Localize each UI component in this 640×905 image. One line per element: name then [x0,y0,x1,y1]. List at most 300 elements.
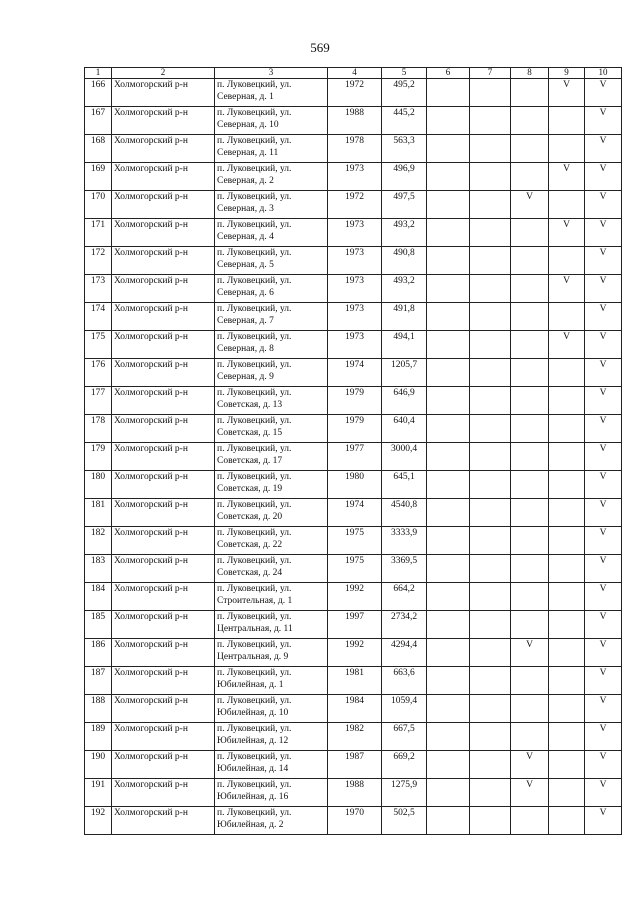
year-cell: 1980 [328,471,382,499]
address-line-1: п. Луковецкий, ул. [217,248,292,258]
table-row [85,499,622,527]
column-number-1: 1 [85,68,112,79]
table-row [85,611,622,639]
col9-mark-cell: V [549,275,585,303]
district-cell: Холмогорский р-н [112,667,215,695]
address-line-2: Северная, д. 1 [217,92,274,102]
col6-cell [427,779,470,807]
col6-cell [427,667,470,695]
col6-cell [427,387,470,415]
row-number: 184 [85,583,112,611]
year-cell: 1992 [328,583,382,611]
col10-mark-cell: V [585,555,622,583]
col8-mark-cell [511,247,549,275]
col7-cell [470,219,511,247]
col9-mark-cell [549,303,585,331]
col6-cell [427,135,470,163]
col10-mark-cell: V [585,807,622,835]
district-cell: Холмогорский р-н [112,499,215,527]
year-cell: 1975 [328,527,382,555]
area-cell: 495,2 [382,79,427,107]
address-line-1: п. Луковецкий, ул. [217,556,292,566]
address-line-1: п. Луковецкий, ул. [217,696,292,706]
area-cell: 1205,7 [382,359,427,387]
col9-mark-cell [549,415,585,443]
address-line-2: Советская, д. 15 [217,428,283,438]
row-number: 186 [85,639,112,667]
col7-cell [470,695,511,723]
table-row [85,415,622,443]
address-line-1: п. Луковецкий, ул. [217,724,292,734]
col8-mark-cell [511,359,549,387]
col9-mark-cell [549,135,585,163]
area-cell: 1275,9 [382,779,427,807]
address-cell [215,359,328,387]
column-number-10: 10 [585,68,622,79]
col9-mark-cell [549,751,585,779]
address-line-2: Советская, д. 13 [217,400,283,410]
year-cell: 1972 [328,79,382,107]
col7-cell [470,667,511,695]
col10-mark-cell: V [585,723,622,751]
column-number-9: 9 [549,68,585,79]
year-cell: 1979 [328,415,382,443]
address-line-1: п. Луковецкий, ул. [217,388,292,398]
table-row [85,527,622,555]
district-cell: Холмогорский р-н [112,415,215,443]
area-cell: 663,6 [382,667,427,695]
area-cell: 496,9 [382,163,427,191]
table-row [85,779,622,807]
year-cell: 1970 [328,807,382,835]
col8-mark-cell: V [511,191,549,219]
table-row [85,219,622,247]
table-row [85,639,622,667]
col8-mark-cell [511,163,549,191]
address-line-2: Центральная, д. 11 [217,624,293,634]
area-cell: 3333,9 [382,527,427,555]
address-line-1: п. Луковецкий, ул. [217,192,292,202]
district-cell: Холмогорский р-н [112,79,215,107]
row-number: 181 [85,499,112,527]
col9-mark-cell [549,443,585,471]
address-cell [215,163,328,191]
col7-cell [470,359,511,387]
address-cell [215,751,328,779]
col6-cell [427,415,470,443]
col10-mark-cell: V [585,219,622,247]
address-cell [215,583,328,611]
address-line-2: Северная, д. 3 [217,204,274,214]
col7-cell [470,611,511,639]
area-cell: 2734,2 [382,611,427,639]
year-cell: 1973 [328,275,382,303]
address-cell [215,191,328,219]
district-cell: Холмогорский р-н [112,275,215,303]
col8-mark-cell [511,499,549,527]
col6-cell [427,499,470,527]
col8-mark-cell [511,807,549,835]
address-line-1: п. Луковецкий, ул. [217,164,292,174]
col10-mark-cell: V [585,163,622,191]
col10-mark-cell: V [585,387,622,415]
address-cell [215,303,328,331]
row-number: 191 [85,779,112,807]
row-number: 189 [85,723,112,751]
address-line-2: Юбилейная, д. 12 [217,736,289,746]
table-row [85,275,622,303]
address-line-2: Юбилейная, д. 10 [217,708,289,718]
area-cell: 4294,4 [382,639,427,667]
district-cell: Холмогорский р-н [112,219,215,247]
address-cell [215,639,328,667]
address-line-2: Юбилейная, д. 16 [217,792,289,802]
address-line-2: Северная, д. 5 [217,260,274,270]
col10-mark-cell: V [585,107,622,135]
area-cell: 1059,4 [382,695,427,723]
row-number: 183 [85,555,112,583]
area-cell: 445,2 [382,107,427,135]
address-line-1: п. Луковецкий, ул. [217,108,292,118]
col10-mark-cell: V [585,667,622,695]
address-line-2: Северная, д. 6 [217,288,274,298]
col6-cell [427,527,470,555]
col7-cell [470,443,511,471]
address-cell [215,499,328,527]
col7-cell [470,331,511,359]
area-cell: 493,2 [382,219,427,247]
col9-mark-cell [549,667,585,695]
col8-mark-cell [511,611,549,639]
area-cell: 497,5 [382,191,427,219]
col9-mark-cell [549,471,585,499]
row-number: 182 [85,527,112,555]
col8-mark-cell: V [511,751,549,779]
row-number: 190 [85,751,112,779]
address-line-2: Северная, д. 7 [217,316,274,326]
area-cell: 3369,5 [382,555,427,583]
year-cell: 1997 [328,611,382,639]
row-number: 171 [85,219,112,247]
address-cell [215,247,328,275]
col10-mark-cell: V [585,695,622,723]
year-cell: 1982 [328,723,382,751]
col6-cell [427,555,470,583]
col7-cell [470,555,511,583]
col8-mark-cell [511,527,549,555]
table-row [85,723,622,751]
table-row [85,191,622,219]
district-cell: Холмогорский р-н [112,443,215,471]
year-cell: 1977 [328,443,382,471]
table-header [85,68,622,79]
address-line-1: п. Луковецкий, ул. [217,584,292,594]
row-number: 179 [85,443,112,471]
year-cell: 1979 [328,387,382,415]
area-cell: 664,2 [382,583,427,611]
address-line-2: Юбилейная, д. 2 [217,820,284,830]
address-line-2: Советская, д. 17 [217,456,283,466]
table-row [85,695,622,723]
district-cell: Холмогорский р-н [112,751,215,779]
col6-cell [427,443,470,471]
col6-cell [427,611,470,639]
row-number: 185 [85,611,112,639]
col8-mark-cell: V [511,639,549,667]
col6-cell [427,751,470,779]
col7-cell [470,751,511,779]
col10-mark-cell: V [585,527,622,555]
col6-cell [427,107,470,135]
col9-mark-cell [549,359,585,387]
col7-cell [470,247,511,275]
address-line-1: п. Луковецкий, ул. [217,528,292,538]
address-cell [215,555,328,583]
col6-cell [427,275,470,303]
housing-registry-table [84,67,622,835]
column-number-row [85,68,622,79]
area-cell: 493,2 [382,275,427,303]
col7-cell [470,107,511,135]
year-cell: 1992 [328,639,382,667]
col6-cell [427,359,470,387]
col7-cell [470,499,511,527]
col7-cell [470,79,511,107]
col8-mark-cell [511,387,549,415]
col8-mark-cell [511,79,549,107]
district-cell: Холмогорский р-н [112,555,215,583]
col9-mark-cell [549,499,585,527]
col10-mark-cell: V [585,443,622,471]
address-cell [215,443,328,471]
address-line-1: п. Луковецкий, ул. [217,136,292,146]
address-cell [215,79,328,107]
col10-mark-cell: V [585,583,622,611]
table-row [85,751,622,779]
col6-cell [427,723,470,751]
col7-cell [470,583,511,611]
area-cell: 491,8 [382,303,427,331]
col7-cell [470,779,511,807]
year-cell: 1975 [328,555,382,583]
year-cell: 1984 [328,695,382,723]
address-line-1: п. Луковецкий, ул. [217,80,292,90]
col7-cell [470,415,511,443]
col10-mark-cell: V [585,79,622,107]
area-cell: 494,1 [382,331,427,359]
col9-mark-cell [549,107,585,135]
district-cell: Холмогорский р-н [112,779,215,807]
district-cell: Холмогорский р-н [112,359,215,387]
col7-cell [470,471,511,499]
col7-cell [470,303,511,331]
table-row [85,303,622,331]
address-cell [215,387,328,415]
address-line-2: Советская, д. 22 [217,540,283,550]
area-cell: 4540,8 [382,499,427,527]
col9-mark-cell [549,807,585,835]
address-line-2: Юбилейная, д. 14 [217,764,289,774]
district-cell: Холмогорский р-н [112,387,215,415]
col10-mark-cell: V [585,499,622,527]
col6-cell [427,583,470,611]
address-line-1: п. Луковецкий, ул. [217,612,292,622]
address-line-1: п. Луковецкий, ул. [217,500,292,510]
address-cell [215,471,328,499]
col9-mark-cell [549,639,585,667]
address-line-2: Северная, д. 9 [217,372,274,382]
col9-mark-cell [549,583,585,611]
row-number: 168 [85,135,112,163]
column-number-2: 2 [112,68,215,79]
table-body [85,79,622,835]
col8-mark-cell [511,723,549,751]
col8-mark-cell [511,443,549,471]
district-cell: Холмогорский р-н [112,807,215,835]
year-cell: 1972 [328,191,382,219]
col8-mark-cell [511,107,549,135]
col9-mark-cell [549,555,585,583]
table-row [85,443,622,471]
col7-cell [470,639,511,667]
col6-cell [427,219,470,247]
address-line-1: п. Луковецкий, ул. [217,304,292,314]
row-number: 172 [85,247,112,275]
col6-cell [427,303,470,331]
table-row [85,107,622,135]
address-line-1: п. Луковецкий, ул. [217,220,292,230]
area-cell: 502,5 [382,807,427,835]
table-row [85,135,622,163]
column-number-5: 5 [382,68,427,79]
col10-mark-cell: V [585,471,622,499]
table-row [85,667,622,695]
row-number: 170 [85,191,112,219]
address-line-1: п. Луковецкий, ул. [217,360,292,370]
district-cell: Холмогорский р-н [112,191,215,219]
address-line-1: п. Луковецкий, ул. [217,472,292,482]
address-line-1: п. Луковецкий, ул. [217,808,292,818]
row-number: 188 [85,695,112,723]
table-row [85,387,622,415]
address-cell [215,695,328,723]
address-cell [215,527,328,555]
col10-mark-cell: V [585,247,622,275]
address-line-2: Советская, д. 20 [217,512,283,522]
district-cell: Холмогорский р-н [112,611,215,639]
col8-mark-cell: V [511,779,549,807]
column-number-3: 3 [215,68,328,79]
address-line-1: п. Луковецкий, ул. [217,752,292,762]
col10-mark-cell: V [585,779,622,807]
year-cell: 1987 [328,751,382,779]
address-cell [215,415,328,443]
row-number: 187 [85,667,112,695]
col6-cell [427,247,470,275]
col6-cell [427,331,470,359]
area-cell: 669,2 [382,751,427,779]
col6-cell [427,695,470,723]
year-cell: 1974 [328,359,382,387]
col8-mark-cell [511,135,549,163]
col7-cell [470,275,511,303]
col9-mark-cell: V [549,163,585,191]
year-cell: 1981 [328,667,382,695]
col8-mark-cell [511,219,549,247]
year-cell: 1973 [328,163,382,191]
row-number: 174 [85,303,112,331]
year-cell: 1973 [328,303,382,331]
row-number: 173 [85,275,112,303]
column-number-6: 6 [427,68,470,79]
col6-cell [427,807,470,835]
address-line-1: п. Луковецкий, ул. [217,332,292,342]
district-cell: Холмогорский р-н [112,303,215,331]
address-line-2: Советская, д. 24 [217,568,283,578]
col9-mark-cell [549,247,585,275]
address-cell [215,135,328,163]
col10-mark-cell: V [585,415,622,443]
table-row [85,471,622,499]
page-number: 569 [310,40,330,55]
address-cell [215,331,328,359]
row-number: 180 [85,471,112,499]
address-line-2: Северная, д. 11 [217,148,279,158]
address-line-2: Центральная, д. 9 [217,652,289,662]
col6-cell [427,163,470,191]
col6-cell [427,471,470,499]
area-cell: 646,9 [382,387,427,415]
col9-mark-cell [549,695,585,723]
col8-mark-cell [511,583,549,611]
year-cell: 1973 [328,219,382,247]
year-cell: 1988 [328,107,382,135]
table-row [85,79,622,107]
col9-mark-cell: V [549,219,585,247]
year-cell: 1973 [328,331,382,359]
column-number-4: 4 [328,68,382,79]
district-cell: Холмогорский р-н [112,583,215,611]
year-cell: 1988 [328,779,382,807]
address-cell [215,107,328,135]
address-line-1: п. Луковецкий, ул. [217,444,292,454]
district-cell: Холмогорский р-н [112,723,215,751]
col7-cell [470,527,511,555]
col6-cell [427,639,470,667]
col10-mark-cell: V [585,611,622,639]
district-cell: Холмогорский р-н [112,527,215,555]
table-row [85,555,622,583]
col8-mark-cell [511,275,549,303]
col9-mark-cell: V [549,79,585,107]
col7-cell [470,163,511,191]
year-cell: 1978 [328,135,382,163]
row-number: 176 [85,359,112,387]
address-cell [215,275,328,303]
address-cell [215,667,328,695]
row-number: 169 [85,163,112,191]
row-number: 177 [85,387,112,415]
col10-mark-cell: V [585,331,622,359]
address-line-1: п. Луковецкий, ул. [217,276,292,286]
address-line-2: Юбилейная, д. 1 [217,680,284,690]
area-cell: 3000,4 [382,443,427,471]
col8-mark-cell [511,667,549,695]
table-row [85,359,622,387]
table-row [85,247,622,275]
address-line-2: Северная, д. 4 [217,232,274,242]
col6-cell [427,191,470,219]
